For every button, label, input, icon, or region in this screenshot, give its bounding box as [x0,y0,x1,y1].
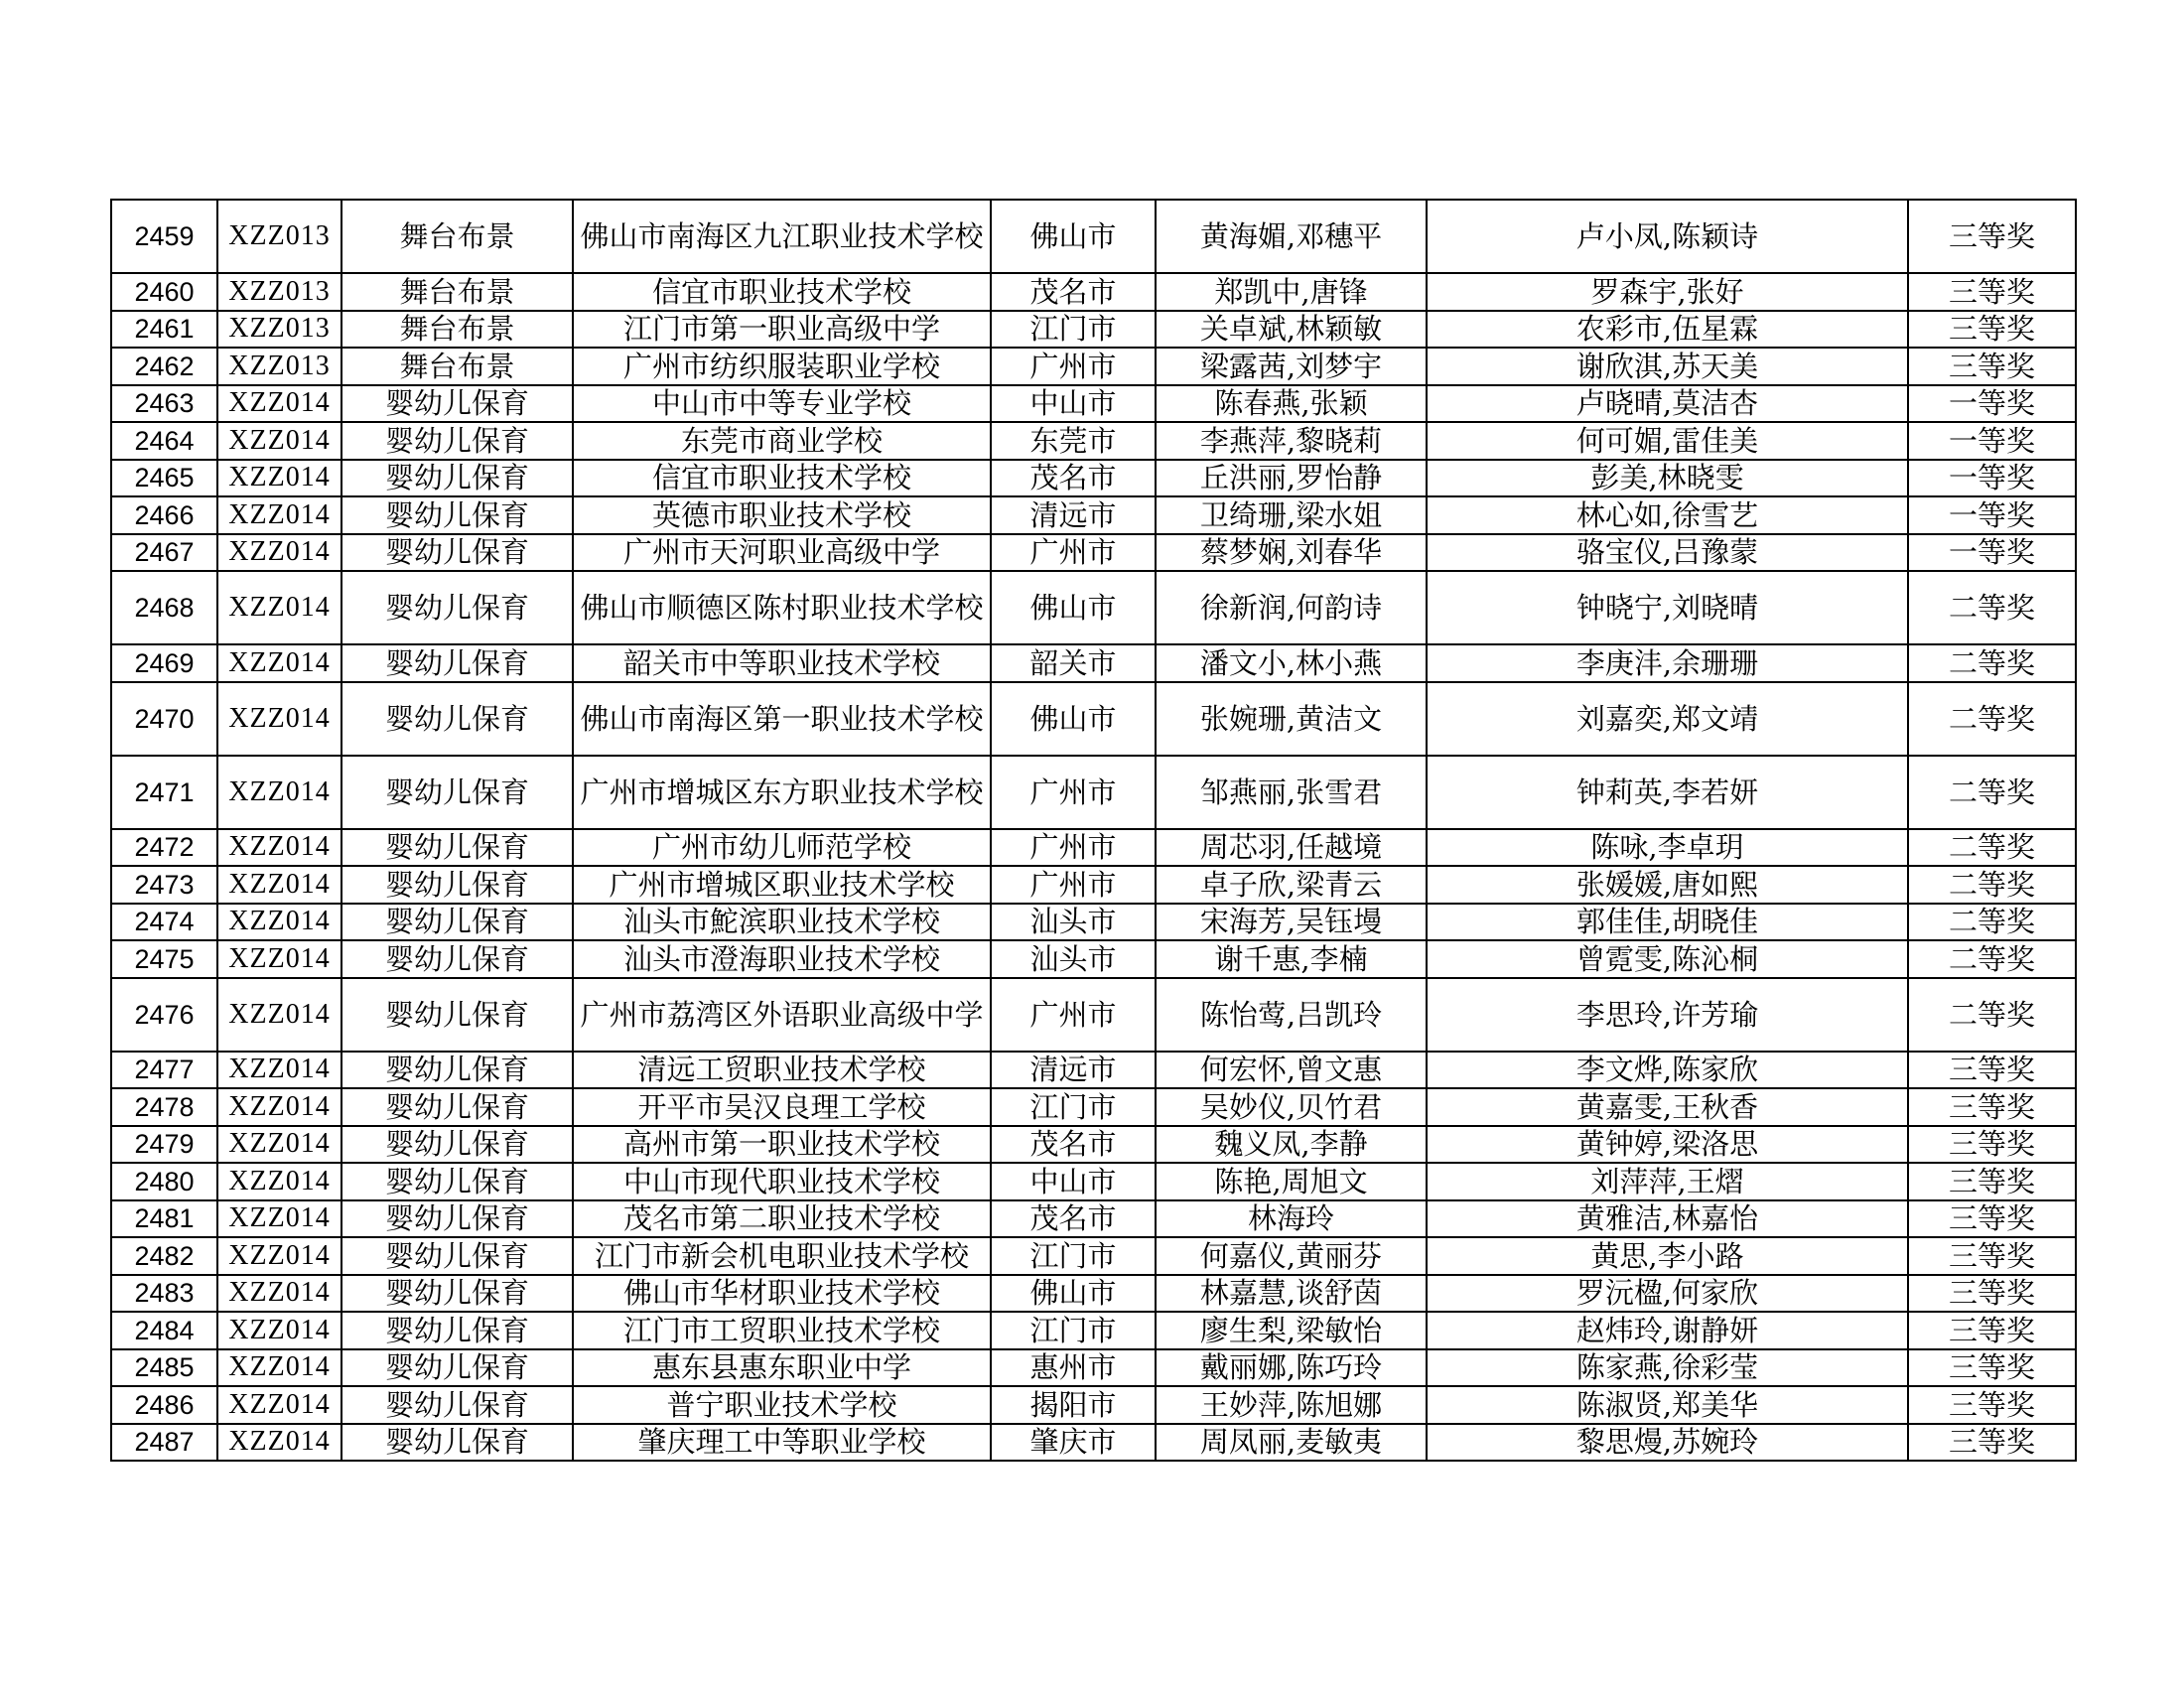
row-number-cell: 2466 [111,496,217,534]
students-cell: 陈淑贤,郑美华 [1427,1386,1908,1424]
event-code-cell: XZZ014 [217,496,341,534]
school-name-cell: 广州市天河职业高级中学 [573,534,991,572]
event-name-cell: 婴幼儿保育 [341,1088,573,1126]
school-name-cell: 广州市增城区东方职业技术学校 [573,756,991,829]
row-number-cell: 2481 [111,1200,217,1238]
students-cell: 刘萍萍,王熠 [1427,1163,1908,1200]
award-level-cell: 二等奖 [1908,829,2076,867]
instructors-cell: 陈艳,周旭文 [1156,1163,1427,1200]
table-row [111,682,2076,756]
event-name-cell: 婴幼儿保育 [341,682,573,756]
award-level-cell: 二等奖 [1908,866,2076,904]
city-cell: 韶关市 [991,644,1156,682]
table-row [111,496,2076,534]
row-number-cell: 2471 [111,756,217,829]
row-number-cell: 2461 [111,311,217,349]
row-number-cell: 2487 [111,1424,217,1462]
event-code-cell: XZZ014 [217,1386,341,1424]
table-row [111,534,2076,572]
city-cell: 茂名市 [991,1200,1156,1238]
row-number-cell: 2460 [111,273,217,311]
event-name-cell: 婴幼儿保育 [341,1163,573,1200]
award-level-cell: 三等奖 [1908,273,2076,311]
row-number-cell: 2464 [111,422,217,460]
city-cell: 江门市 [991,1237,1156,1275]
school-name-cell: 佛山市南海区第一职业技术学校 [573,682,991,756]
event-code-cell: XZZ014 [217,422,341,460]
city-cell: 东莞市 [991,422,1156,460]
awards-table [110,199,2077,1462]
students-cell: 钟莉英,李若妍 [1427,756,1908,829]
row-number-cell: 2485 [111,1349,217,1387]
row-number-cell: 2484 [111,1312,217,1349]
award-level-cell: 三等奖 [1908,200,2076,273]
city-cell: 广州市 [991,866,1156,904]
award-level-cell: 三等奖 [1908,1200,2076,1238]
instructors-cell: 陈怡莺,吕凯玲 [1156,978,1427,1052]
event-name-cell: 婴幼儿保育 [341,1052,573,1089]
table-row [111,571,2076,644]
award-level-cell: 一等奖 [1908,460,2076,497]
instructors-cell: 卫绮珊,梁水姐 [1156,496,1427,534]
event-code-cell: XZZ014 [217,866,341,904]
school-name-cell: 江门市新会机电职业技术学校 [573,1237,991,1275]
table-row [111,1200,2076,1238]
city-cell: 江门市 [991,1088,1156,1126]
event-name-cell: 婴幼儿保育 [341,1237,573,1275]
students-cell: 李庚沣,余珊珊 [1427,644,1908,682]
instructors-cell: 卓子欣,梁青云 [1156,866,1427,904]
event-code-cell: XZZ014 [217,1312,341,1349]
city-cell: 清远市 [991,496,1156,534]
school-name-cell: 江门市工贸职业技术学校 [573,1312,991,1349]
event-code-cell: XZZ014 [217,978,341,1052]
row-number-cell: 2475 [111,940,217,978]
event-name-cell: 婴幼儿保育 [341,460,573,497]
instructors-cell: 徐新润,何韵诗 [1156,571,1427,644]
award-level-cell: 三等奖 [1908,1275,2076,1313]
event-name-cell: 婴幼儿保育 [341,904,573,941]
school-name-cell: 肇庆理工中等职业学校 [573,1424,991,1462]
city-cell: 佛山市 [991,682,1156,756]
students-cell: 李思玲,许芳瑜 [1427,978,1908,1052]
instructors-cell: 丘洪丽,罗怡静 [1156,460,1427,497]
award-level-cell: 三等奖 [1908,1163,2076,1200]
school-name-cell: 佛山市顺德区陈村职业技术学校 [573,571,991,644]
city-cell: 中山市 [991,385,1156,423]
instructors-cell: 魏义凤,李静 [1156,1126,1427,1164]
school-name-cell: 江门市第一职业高级中学 [573,311,991,349]
instructors-cell: 王妙萍,陈旭娜 [1156,1386,1427,1424]
event-name-cell: 婴幼儿保育 [341,422,573,460]
table-row [111,200,2076,273]
city-cell: 佛山市 [991,200,1156,273]
event-code-cell: XZZ014 [217,829,341,867]
instructors-cell: 蔡梦娴,刘春华 [1156,534,1427,572]
table-row [111,866,2076,904]
instructors-cell: 陈春燕,张颖 [1156,385,1427,423]
event-code-cell: XZZ014 [217,385,341,423]
instructors-cell: 梁露茜,刘梦宇 [1156,348,1427,385]
table-row [111,904,2076,941]
row-number-cell: 2480 [111,1163,217,1200]
table-row [111,1349,2076,1387]
event-code-cell: XZZ014 [217,904,341,941]
table-row [111,1424,2076,1462]
students-cell: 曾霓雯,陈沁桐 [1427,940,1908,978]
table-row [111,460,2076,497]
city-cell: 广州市 [991,829,1156,867]
school-name-cell: 英德市职业技术学校 [573,496,991,534]
row-number-cell: 2459 [111,200,217,273]
event-code-cell: XZZ014 [217,682,341,756]
city-cell: 佛山市 [991,571,1156,644]
event-name-cell: 舞台布景 [341,348,573,385]
table-row [111,1163,2076,1200]
event-code-cell: XZZ014 [217,1275,341,1313]
event-code-cell: XZZ014 [217,1424,341,1462]
row-number-cell: 2467 [111,534,217,572]
city-cell: 佛山市 [991,1275,1156,1313]
table-row [111,311,2076,349]
students-cell: 黄嘉雯,王秋香 [1427,1088,1908,1126]
students-cell: 李文烨,陈家欣 [1427,1052,1908,1089]
school-name-cell: 佛山市华材职业技术学校 [573,1275,991,1313]
city-cell: 揭阳市 [991,1386,1156,1424]
school-name-cell: 广州市纺织服装职业学校 [573,348,991,385]
instructors-cell: 周芯羽,任越境 [1156,829,1427,867]
students-cell: 刘嘉奕,郑文靖 [1427,682,1908,756]
students-cell: 罗沅楹,何家欣 [1427,1275,1908,1313]
instructors-cell: 郑凯中,唐锋 [1156,273,1427,311]
instructors-cell: 宋海芳,吴钰墁 [1156,904,1427,941]
instructors-cell: 关卓斌,林颖敏 [1156,311,1427,349]
table-row [111,273,2076,311]
instructors-cell: 黄海媚,邓穗平 [1156,200,1427,273]
award-level-cell: 三等奖 [1908,348,2076,385]
row-number-cell: 2469 [111,644,217,682]
instructors-cell: 潘文小,林小燕 [1156,644,1427,682]
instructors-cell: 谢千惠,李楠 [1156,940,1427,978]
school-name-cell: 东莞市商业学校 [573,422,991,460]
award-level-cell: 三等奖 [1908,1126,2076,1164]
award-level-cell: 一等奖 [1908,422,2076,460]
instructors-cell: 周凤丽,麦敏夷 [1156,1424,1427,1462]
table-row [111,978,2076,1052]
award-level-cell: 三等奖 [1908,1349,2076,1387]
event-name-cell: 婴幼儿保育 [341,1275,573,1313]
students-cell: 郭佳佳,胡晓佳 [1427,904,1908,941]
event-name-cell: 婴幼儿保育 [341,756,573,829]
city-cell: 清远市 [991,1052,1156,1089]
event-name-cell: 婴幼儿保育 [341,1424,573,1462]
event-code-cell: XZZ014 [217,1163,341,1200]
row-number-cell: 2473 [111,866,217,904]
students-cell: 卢晓晴,莫洁杏 [1427,385,1908,423]
school-name-cell: 信宜市职业技术学校 [573,460,991,497]
table-row [111,1126,2076,1164]
students-cell: 谢欣淇,苏天美 [1427,348,1908,385]
event-name-cell: 婴幼儿保育 [341,534,573,572]
school-name-cell: 信宜市职业技术学校 [573,273,991,311]
table-row [111,422,2076,460]
event-name-cell: 舞台布景 [341,311,573,349]
instructors-cell: 何宏怀,曾文惠 [1156,1052,1427,1089]
instructors-cell: 林嘉慧,谈舒茵 [1156,1275,1427,1313]
students-cell: 农彩市,伍星霖 [1427,311,1908,349]
instructors-cell: 李燕萍,黎晓莉 [1156,422,1427,460]
school-name-cell: 广州市幼儿师范学校 [573,829,991,867]
city-cell: 肇庆市 [991,1424,1156,1462]
event-code-cell: XZZ013 [217,273,341,311]
row-number-cell: 2478 [111,1088,217,1126]
school-name-cell: 普宁职业技术学校 [573,1386,991,1424]
award-level-cell: 三等奖 [1908,1088,2076,1126]
event-name-cell: 婴幼儿保育 [341,496,573,534]
table-row [111,756,2076,829]
table-row [111,385,2076,423]
event-name-cell: 婴幼儿保育 [341,978,573,1052]
event-code-cell: XZZ014 [217,940,341,978]
awards-table-body [111,200,2076,1461]
city-cell: 中山市 [991,1163,1156,1200]
award-level-cell: 三等奖 [1908,1052,2076,1089]
row-number-cell: 2474 [111,904,217,941]
event-name-cell: 婴幼儿保育 [341,1312,573,1349]
event-code-cell: XZZ014 [217,1088,341,1126]
students-cell: 彭美,林晓雯 [1427,460,1908,497]
city-cell: 广州市 [991,534,1156,572]
award-level-cell: 一等奖 [1908,534,2076,572]
school-name-cell: 广州市增城区职业技术学校 [573,866,991,904]
city-cell: 江门市 [991,311,1156,349]
award-level-cell: 三等奖 [1908,1312,2076,1349]
award-level-cell: 三等奖 [1908,1237,2076,1275]
event-code-cell: XZZ014 [217,571,341,644]
table-row [111,1386,2076,1424]
event-code-cell: XZZ014 [217,644,341,682]
table-row [111,644,2076,682]
city-cell: 汕头市 [991,940,1156,978]
instructors-cell: 何嘉仪,黄丽芬 [1156,1237,1427,1275]
city-cell: 广州市 [991,756,1156,829]
event-code-cell: XZZ014 [217,534,341,572]
row-number-cell: 2462 [111,348,217,385]
students-cell: 黄雅洁,林嘉怡 [1427,1200,1908,1238]
event-code-cell: XZZ014 [217,756,341,829]
students-cell: 赵炜玲,谢静妍 [1427,1312,1908,1349]
event-name-cell: 婴幼儿保育 [341,940,573,978]
award-level-cell: 二等奖 [1908,940,2076,978]
school-name-cell: 汕头市鮀滨职业技术学校 [573,904,991,941]
school-name-cell: 高州市第一职业技术学校 [573,1126,991,1164]
school-name-cell: 中山市现代职业技术学校 [573,1163,991,1200]
award-level-cell: 二等奖 [1908,756,2076,829]
school-name-cell: 佛山市南海区九江职业技术学校 [573,200,991,273]
students-cell: 林心如,徐雪艺 [1427,496,1908,534]
row-number-cell: 2482 [111,1237,217,1275]
instructors-cell: 邹燕丽,张雪君 [1156,756,1427,829]
event-name-cell: 婴幼儿保育 [341,571,573,644]
event-code-cell: XZZ013 [217,348,341,385]
event-code-cell: XZZ014 [217,1237,341,1275]
city-cell: 惠州市 [991,1349,1156,1387]
row-number-cell: 2465 [111,460,217,497]
award-level-cell: 二等奖 [1908,978,2076,1052]
row-number-cell: 2472 [111,829,217,867]
students-cell: 何可媚,雷佳美 [1427,422,1908,460]
event-name-cell: 婴幼儿保育 [341,385,573,423]
students-cell: 黄钟婷,梁洛思 [1427,1126,1908,1164]
instructors-cell: 廖生梨,梁敏怡 [1156,1312,1427,1349]
row-number-cell: 2470 [111,682,217,756]
students-cell: 陈咏,李卓玥 [1427,829,1908,867]
row-number-cell: 2463 [111,385,217,423]
table-row [111,348,2076,385]
award-level-cell: 二等奖 [1908,571,2076,644]
school-name-cell: 韶关市中等职业技术学校 [573,644,991,682]
event-name-cell: 婴幼儿保育 [341,1349,573,1387]
row-number-cell: 2477 [111,1052,217,1089]
award-level-cell: 二等奖 [1908,682,2076,756]
event-code-cell: XZZ014 [217,1126,341,1164]
school-name-cell: 茂名市第二职业技术学校 [573,1200,991,1238]
instructors-cell: 林海玲 [1156,1200,1427,1238]
students-cell: 陈家燕,徐彩莹 [1427,1349,1908,1387]
event-code-cell: XZZ014 [217,1200,341,1238]
city-cell: 茂名市 [991,460,1156,497]
city-cell: 广州市 [991,348,1156,385]
row-number-cell: 2476 [111,978,217,1052]
event-code-cell: XZZ014 [217,460,341,497]
event-code-cell: XZZ013 [217,200,341,273]
table-row [111,1052,2076,1089]
school-name-cell: 开平市吴汉良理工学校 [573,1088,991,1126]
table-row [111,829,2076,867]
row-number-cell: 2479 [111,1126,217,1164]
event-name-cell: 婴幼儿保育 [341,829,573,867]
event-name-cell: 婴幼儿保育 [341,644,573,682]
city-cell: 茂名市 [991,273,1156,311]
event-name-cell: 舞台布景 [341,273,573,311]
event-name-cell: 婴幼儿保育 [341,1386,573,1424]
award-level-cell: 三等奖 [1908,1386,2076,1424]
students-cell: 罗森宇,张好 [1427,273,1908,311]
students-cell: 黄思,李小路 [1427,1237,1908,1275]
students-cell: 黎思熳,苏婉玲 [1427,1424,1908,1462]
school-name-cell: 清远工贸职业技术学校 [573,1052,991,1089]
table-row [111,1088,2076,1126]
school-name-cell: 广州市荔湾区外语职业高级中学 [573,978,991,1052]
instructors-cell: 吴妙仪,贝竹君 [1156,1088,1427,1126]
event-code-cell: XZZ013 [217,311,341,349]
students-cell: 钟晓宁,刘晓晴 [1427,571,1908,644]
students-cell: 张媛媛,唐如熙 [1427,866,1908,904]
table-row [111,940,2076,978]
city-cell: 江门市 [991,1312,1156,1349]
table-row [111,1275,2076,1313]
school-name-cell: 惠东县惠东职业中学 [573,1349,991,1387]
row-number-cell: 2483 [111,1275,217,1313]
school-name-cell: 中山市中等专业学校 [573,385,991,423]
event-name-cell: 婴幼儿保育 [341,866,573,904]
table-row [111,1237,2076,1275]
event-name-cell: 婴幼儿保育 [341,1126,573,1164]
city-cell: 汕头市 [991,904,1156,941]
award-level-cell: 二等奖 [1908,644,2076,682]
event-name-cell: 舞台布景 [341,200,573,273]
event-name-cell: 婴幼儿保育 [341,1200,573,1238]
row-number-cell: 2486 [111,1386,217,1424]
event-code-cell: XZZ014 [217,1349,341,1387]
students-cell: 骆宝仪,吕豫蒙 [1427,534,1908,572]
award-level-cell: 一等奖 [1908,496,2076,534]
table-row [111,1312,2076,1349]
instructors-cell: 张婉珊,黄洁文 [1156,682,1427,756]
award-level-cell: 二等奖 [1908,904,2076,941]
school-name-cell: 汕头市澄海职业技术学校 [573,940,991,978]
award-level-cell: 一等奖 [1908,385,2076,423]
award-level-cell: 三等奖 [1908,1424,2076,1462]
city-cell: 茂名市 [991,1126,1156,1164]
instructors-cell: 戴丽娜,陈巧玲 [1156,1349,1427,1387]
event-code-cell: XZZ014 [217,1052,341,1089]
students-cell: 卢小凤,陈颖诗 [1427,200,1908,273]
award-level-cell: 三等奖 [1908,311,2076,349]
city-cell: 广州市 [991,978,1156,1052]
row-number-cell: 2468 [111,571,217,644]
